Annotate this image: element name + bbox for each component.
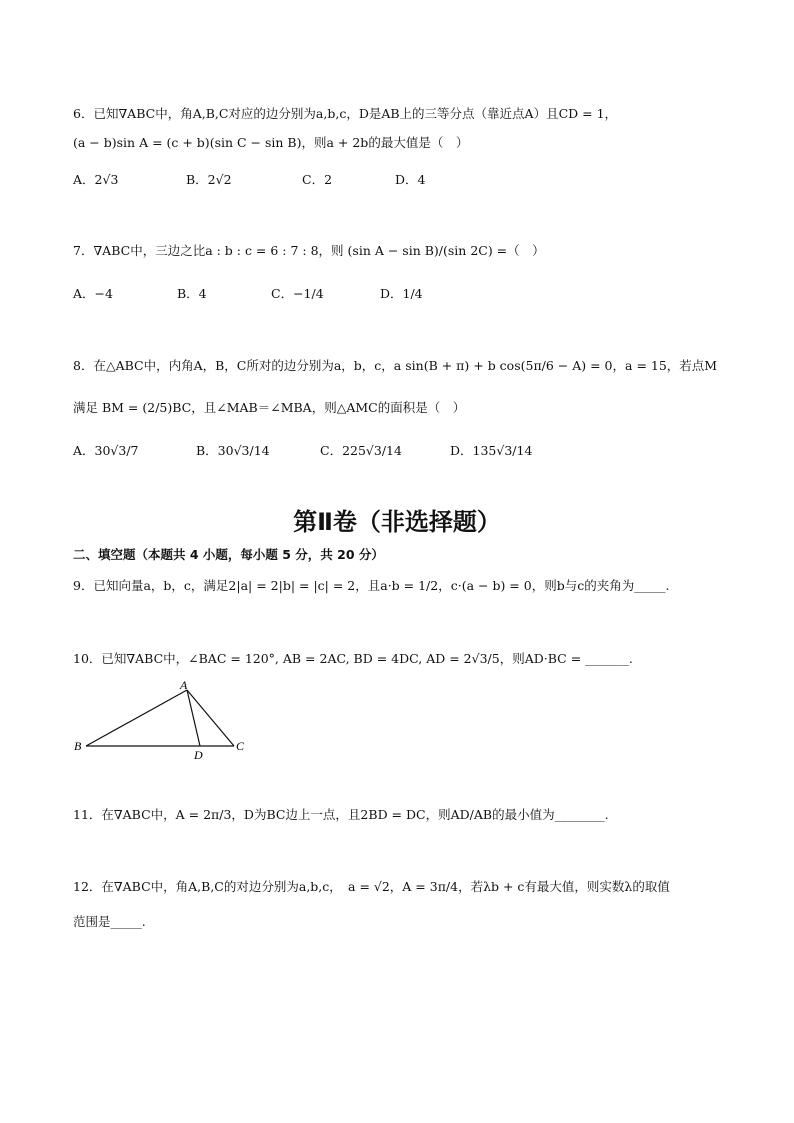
- q8-choice-d: D．135√3/14: [450, 443, 533, 458]
- label-d: D: [194, 748, 203, 762]
- q8-choice-b: B．30√3/14: [196, 443, 270, 458]
- q8-choice-c: C．225√3/14: [320, 443, 402, 458]
- segment-ba: [86, 690, 187, 746]
- q10-line1: 10．已知∇ABC中，∠BAC = 120°, AB = 2AC, BD = 4DC, AD = 2√3/5，则AD·BC = _______.: [73, 651, 633, 666]
- q7-choice-a: A．−4: [73, 286, 113, 301]
- q6-choice-a: A．2√3: [73, 172, 119, 187]
- q7-choice-b: B．4: [177, 286, 207, 301]
- q8-line2: 满足 BM = (2/5)BC，且∠MAB＝∠MBA，则△AMC的面积是（ ）: [73, 400, 466, 415]
- q6-choice-d: D．4: [395, 172, 426, 187]
- label-c: C: [236, 739, 245, 753]
- q7-choice-d: D．1/4: [380, 286, 423, 301]
- q6-choice-b: B．2√2: [186, 172, 232, 187]
- q7-choice-c: C．−1/4: [271, 286, 324, 301]
- q9-line1: 9．已知向量a，b，c，满足2|a| = 2|b| = |c| = 2，且a·b = 1/2，c·(a − b) = 0，则b与c的夹角为_____.: [73, 578, 670, 593]
- q12-line2: 范围是_____.: [73, 914, 146, 929]
- q11-line1: 11．在∇ABC中，A = 2π/3，D为BC边上一点，且2BD = DC，则AD/AB的最小值为________.: [73, 807, 609, 822]
- q12-line1: 12．在∇ABC中，角A,B,C的对边分别为a,b,c， a = √2，A = 3π/4，若λb + c有最大值，则实数λ的取值: [73, 879, 670, 894]
- q6-choice-c: C．2: [302, 172, 333, 187]
- q6-line2: (a − b)sin A = (c + b)(sin C − sin B)，则a + 2b的最大值是（ ）: [73, 135, 469, 150]
- q7-line1: 7．∇ABC中，三边之比a : b : c = 6 : 7 : 8，则 (sin A − sin B)/(sin 2C) =（ ）: [73, 243, 545, 258]
- section-title: 第Ⅱ卷（非选择题）: [293, 508, 501, 536]
- q10-triangle-figure: [70, 678, 260, 764]
- q8-line1: 8．在△ABC中，内角A，B，C所对的边分别为a，b，c，a sin(B + π) + b cos(5π/6 − A) = 0，a = 15，若点M: [73, 358, 718, 373]
- q6-line1: 6．已知∇ABC中，角A,B,C对应的边分别为a,b,c，D是AB上的三等分点（靠近点A）且CD = 1，: [73, 106, 618, 121]
- section-subtitle: 二、填空题（本题共 4 小题，每小题 5 分，共 20 分）: [73, 547, 384, 562]
- label-a: A: [180, 678, 188, 692]
- label-b: B: [74, 739, 82, 753]
- q8-choice-a: A．30√3/7: [73, 443, 139, 458]
